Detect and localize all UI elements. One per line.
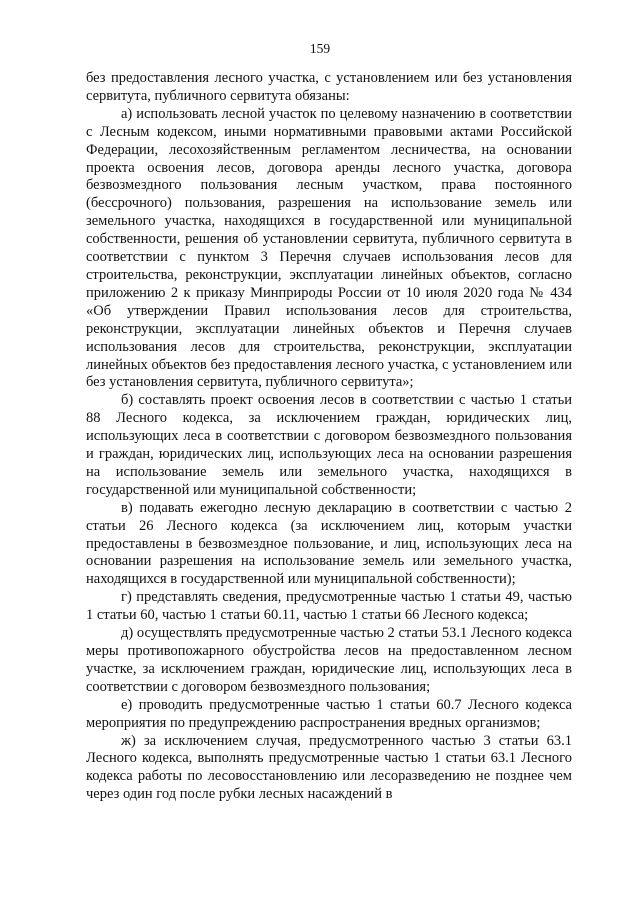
paragraph-g: г) представлять сведения, предусмотренные частью 1 статьи 49, частью 1 статьи 60, частью 1 статьи 60.11, частью 1 статьи 66 Лесного кодекса; <box>86 589 572 624</box>
body-text <box>86 70 572 804</box>
page-number: 159 <box>309 41 331 56</box>
paragraph-intro: без предоставления лесного участка, с установлением или без установления сервитута, публичного сервитута обязаны: <box>86 70 572 104</box>
paragraph-a: а) использовать лесной участок по целевому назначению в соответствии с Лесным кодексом, иными нормативными правовыми актами Российской Федерации, лесохозяйственным регламентом лесничества, на основании проекта освоения лесов, договора аренды лесного участка, договора безвозмездного пользования лесным участком, права постоянного (бессрочного) пользования, разрешения на использование земель или земельного участка, находящихся в государственной или муниципальной собственности, решения об установлении сервитута, публичного сервитута в соответствии с пунктом 3 Перечня случаев использования лесов для строительства, реконструкции, эксплуатации линейных объектов, согласно приложению 2 к приказу Минприроды России от 10 июля 2020 года № 434 «Об утверждении Правил использования лесов для строительства, реконструкции, эксплуатации линейных объектов и Перечня случаев использования лесов для строительства, реконструкции, эксплуатации линейных объектов без предоставления лесного участка, с установлением или без установления сервитута, публичного сервитута»; <box>86 105 572 391</box>
paragraph-d: д) осуществлять предусмотренные частью 2 статьи 53.1 Лесного кодекса меры противопожарного обустройства лесов на предоставленном лесном участке, за исключением граждан, юридические лиц, использующих леса в соответствии с договором безвозмездного пользования; <box>86 625 572 695</box>
paragraph-b: б) составлять проект освоения лесов в соответствии с частью 1 статьи 88 Лесного кодекса, за исключением граждан, юридических лиц, использующих леса в соответствии с договором безвозмездного пользования и граждан, юридических лиц, использующих леса на основании разрешения на использование земель или земельного участка, находящихся в государственной или муниципальной собственности; <box>86 392 572 498</box>
paragraph-v: в) подавать ежегодно лесную декларацию в соответствии с частью 2 статьи 26 Лесного кодекса (за исключением лиц, которым участки предоставлены в безвозмездное пользование, и лиц, использующих леса на основании разрешения на использование земель или земельного участка, находящихся в государственной или муниципальной собственности); <box>86 499 572 588</box>
paragraph-e: е) проводить предусмотренные частью 1 статьи 60.7 Лесного кодекса мероприятия по предупреждению распространения вредных организмов; <box>86 696 572 731</box>
paragraph-zh: ж) за исключением случая, предусмотренного частью 3 статьи 63.1 Лесного кодекса, выполнять предусмотренные частью 1 статьи 63.1 Лесного кодекса работы по лесовосстановлению или лесоразведению не позднее чем через один год после рубки лесных насаждений в <box>86 732 572 803</box>
